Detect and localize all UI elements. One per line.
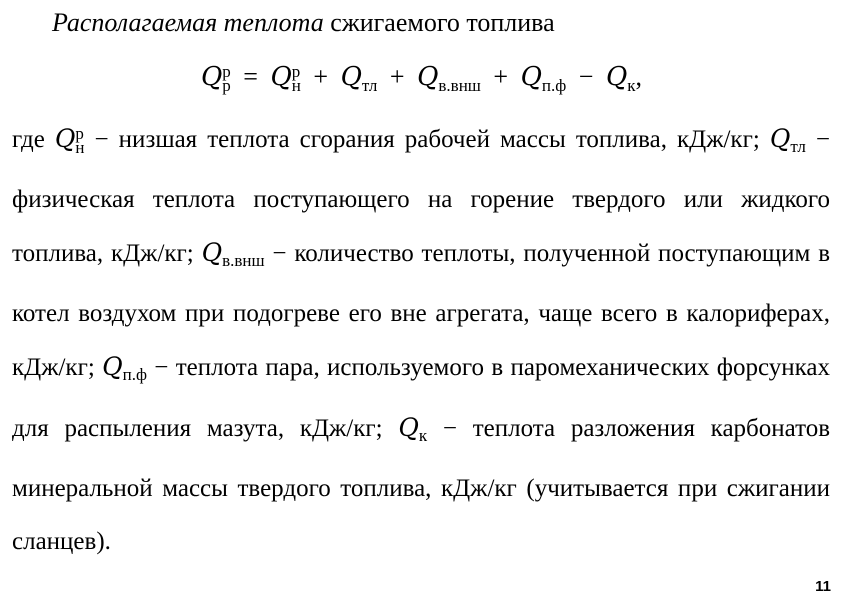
formula-term5-symbol: Q xyxy=(605,62,628,92)
intro-rest: сжигаемого топлива xyxy=(323,8,555,37)
para-text-2: − физическая теплота поступающего на горение твердого или жидкого топлива, кДж/кг; xyxy=(12,126,830,267)
formula-plus-1: + xyxy=(313,62,329,91)
sym-q-tl-letter: Q xyxy=(769,124,791,153)
sym-q-vvnsh xyxy=(201,238,265,270)
formula-term1-indices xyxy=(291,62,301,95)
formula-lhs-symbol: Q xyxy=(200,62,223,92)
formula-minus: − xyxy=(578,62,594,91)
para-text-4: − теплота пара, используемого в паромеханических форсунках для распыления мазута, кДж/кг; xyxy=(12,354,830,442)
para-text-5: − теплота разложения карбонатов минеральной массы твердого топлива, кДж/кг (учитывается при сжигании сланцев). xyxy=(12,415,830,555)
sym-q-n-p-sub: н xyxy=(75,138,85,157)
sym-q-n-p-letter: Q xyxy=(54,124,76,153)
intro-term: Располагаемая теплота xyxy=(52,8,324,37)
formula-term2-symbol: Q xyxy=(340,62,362,92)
sym-q-n-p xyxy=(54,124,85,157)
para-lead: где xyxy=(12,126,55,153)
formula-term2-sub: тл xyxy=(361,76,378,96)
sym-q-k-sub: к xyxy=(418,426,428,445)
definitions-paragraph xyxy=(12,112,830,568)
formula-plus-3: + xyxy=(493,62,509,91)
heat-balance-formula xyxy=(0,60,843,103)
formula-equals: = xyxy=(243,62,258,91)
formula-term1-sub: н xyxy=(291,76,301,95)
page-number: 11 xyxy=(815,578,831,595)
formula-term4-sub: п.ф xyxy=(541,76,567,96)
formula-term4-symbol: Q xyxy=(520,62,542,92)
formula-lhs-sup: р xyxy=(222,62,231,81)
sym-q-pf xyxy=(102,352,147,384)
intro-line xyxy=(52,6,555,40)
sym-q-pf-letter: Q xyxy=(102,352,123,381)
formula-plus-2: + xyxy=(389,62,405,91)
sym-q-pf-sub: п.ф xyxy=(122,365,147,384)
sym-q-k-letter: Q xyxy=(398,413,419,442)
formula-trailing-comma: , xyxy=(635,62,643,91)
formula-term5-sub: к xyxy=(627,76,636,96)
sym-q-vvnsh-sub: в.внш xyxy=(222,251,265,270)
sym-q-k xyxy=(398,413,428,445)
sym-q-vvnsh-letter: Q xyxy=(201,238,223,267)
formula-lhs-sub: р xyxy=(222,76,231,95)
sym-q-tl-sub: тл xyxy=(790,137,806,156)
sym-q-tl xyxy=(769,124,806,156)
formula-term3-sub: в.внш xyxy=(438,76,481,96)
formula-lhs-indices xyxy=(222,62,231,95)
para-text-3: − количество теплоты, полученной поступающим в котел воздухом при подогреве его вне агрегата, чаще всего в калориферах, кДж/кг; xyxy=(12,240,830,381)
formula-term1-sup: р xyxy=(291,62,301,81)
formula-term3-symbol: Q xyxy=(417,62,439,92)
para-text-1: − низшая теплота сгорания рабочей массы топлива, кДж/кг; xyxy=(84,126,770,153)
sym-q-n-p-sup: р xyxy=(75,124,84,143)
formula-term1-symbol: Q xyxy=(270,62,292,92)
